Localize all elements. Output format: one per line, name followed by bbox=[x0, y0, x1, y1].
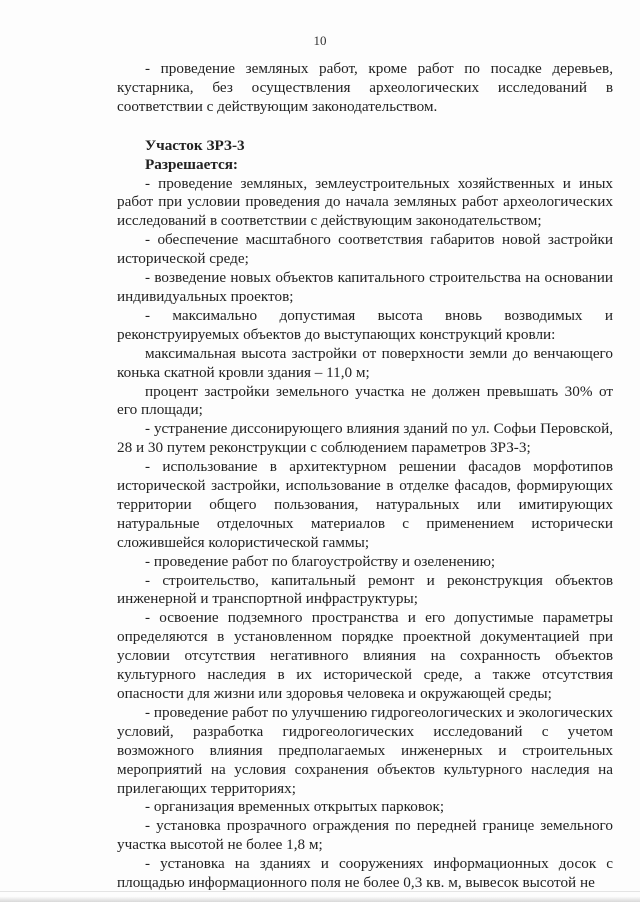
page-number: 10 bbox=[313, 33, 327, 48]
list-item: - строительство, капитальный ремонт и реконструкция объектов инженерной и транспортной инфраструктуры; bbox=[117, 571, 613, 608]
section-subtitle: Разрешается: bbox=[145, 155, 238, 173]
intro-paragraph: - проведение земляных работ, кроме работ по посадке деревьев, кустарника, без осуществления археологических исследований в соответствии с действующим законодательством. bbox=[117, 60, 613, 115]
list-item: - использование в архитектурном решении фасадов морфотипов исторической застройки, использование в отделке фасадов, формирующих территории общего пользования, натуральных или имитирующих натуральные отделочных материалов с применением исторически сложившейся колористической гаммы; bbox=[117, 458, 613, 551]
list-item: - устранение диссонирующего влияния зданий по ул. Софьи Перовской, 28 и 30 путем реконструкции с соблюдением параметров ЗРЗ-3; bbox=[117, 420, 613, 457]
list-item: - установка прозрачного ограждения по передней границе земельного участка высотой не более 1,8 м; bbox=[117, 817, 613, 854]
scan-artifact-line bbox=[0, 891, 640, 892]
list-item: - проведение работ по улучшению гидрогеологических и экологических условий, разработка гидрогеологических исследований с учетом возможного влияния предполагаемых инженерных и строительных мероприятий на условия сохранения объектов культурного наследия на прилегающих территориях; bbox=[117, 703, 613, 797]
document-body bbox=[117, 60, 613, 893]
list-item: - проведение земляных, землеустроительных хозяйственных и иных работ при условии проведения до начала земляных работ археологических исследований в соответствии с действующим законодательством; bbox=[117, 174, 613, 230]
list-item: - организация временных открытых парковок; bbox=[145, 798, 445, 816]
section-title: Участок ЗРЗ-3 bbox=[145, 136, 245, 154]
list-item: процент застройки земельного участка не должен превышать 30% от его площади; bbox=[117, 382, 613, 419]
list-item: - проведение работ по благоустройству и озеленению; bbox=[145, 552, 496, 570]
list-item: - обеспечение масштабного соответствия габаритов новой застройки исторической среде; bbox=[117, 231, 613, 268]
list-item: - установка на зданиях и сооружениях информационных досок с площадью информационного поля не более 0,3 кв. м, вывесок высотой не bbox=[117, 855, 613, 892]
list-item: - освоение подземного пространства и его допустимые параметры определяются в установленном порядке проектной документацией при условии отсутствия негативного влияния на сохранность объектов культурного наследия в их исторической среде, а также отсутствия опасности для жизни или здоровья человека и окружающей среды; bbox=[117, 609, 613, 702]
list-item: - максимально допустимая высота вновь возводимых и реконструируемых объектов до выступающих конструкций кровли: bbox=[117, 306, 613, 343]
scan-bottom-edge bbox=[0, 896, 640, 902]
list-item: максимальная высота застройки от поверхности земли до венчающего конька скатной кровли здания – 11,0 м; bbox=[117, 344, 613, 381]
section-spacer bbox=[117, 117, 613, 137]
list-item: - возведение новых объектов капитального строительства на основании индивидуальных проектов; bbox=[117, 269, 613, 305]
